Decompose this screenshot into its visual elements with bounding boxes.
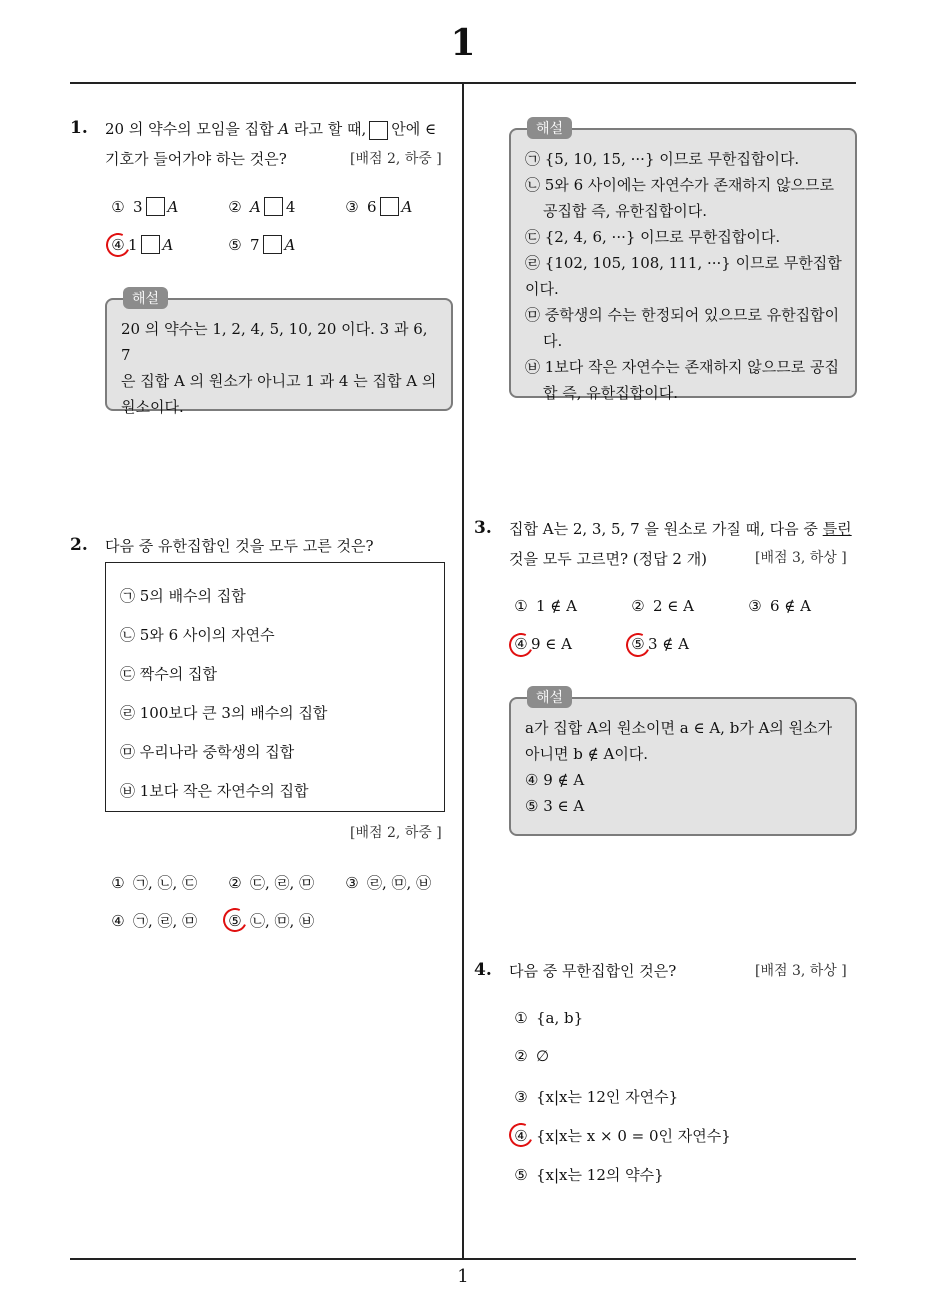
- q1-choice-5[interactable]: ⑤ 7 A: [228, 235, 296, 254]
- q4-choice-5[interactable]: ⑤ {x|x는 12의 약수}: [514, 1165, 664, 1184]
- question-4-text: 다음 중 무한집합인 것은?: [509, 962, 677, 980]
- footer-page-number: 1: [457, 1266, 469, 1287]
- solution-line: ④ 9 ∉ A: [525, 771, 585, 789]
- solution-line: ㉡ 5와 6 사이에는 자연수가 존재하지 않으므로: [525, 176, 835, 194]
- list-item: ㉥ 1보다 작은 자연수의 집합: [120, 782, 309, 800]
- q2-item-box: [105, 562, 445, 812]
- page-title-number: 1: [450, 22, 476, 64]
- list-item: ㉤ 우리나라 중학생의 집합: [120, 743, 295, 761]
- column-divider: [462, 83, 464, 1258]
- question-4-score: [배점 3, 하상 ]: [755, 963, 847, 979]
- solution-line: ㉢ {2, 4, 6, ···} 이므로 무한집합이다.: [525, 228, 781, 246]
- q1-choice-4[interactable]: ④ 1 A: [111, 235, 174, 254]
- q1-solution-box: [105, 291, 453, 416]
- q3-choice-1[interactable]: ① 1 ∉ A: [514, 597, 578, 615]
- q2-choice-3[interactable]: ③ ㉣, ㉤, ㉥: [345, 873, 432, 892]
- question-2-number: 2.: [70, 535, 88, 555]
- q1-line2: 기호가 들어가야 하는 것은?: [105, 150, 287, 168]
- q1-choice-3[interactable]: ③ 6 A: [345, 197, 413, 216]
- footer-rule: [70, 1258, 856, 1260]
- question-4-number: 4.: [474, 960, 492, 980]
- q1-choice-2[interactable]: ② A 4: [228, 197, 296, 216]
- q3-choice-5[interactable]: ⑤ 3 ∉ A: [631, 635, 690, 653]
- list-item: ㉡ 5와 6 사이의 자연수: [120, 626, 275, 644]
- q3-choice-4[interactable]: ④ 9 ∈ A: [514, 635, 573, 653]
- question-1-score: [배점 2, 하중 ]: [350, 151, 442, 167]
- blank-box: [369, 121, 388, 140]
- q3-choice-2[interactable]: ② 2 ∈ A: [631, 597, 695, 615]
- solution-tag: 해설: [527, 117, 572, 139]
- q1-line1: 20 의 약수의 모임을 집합 A 라고 할 때, 안에 ∈: [105, 120, 437, 138]
- solution-line: ㉠ {5, 10, 15, ···} 이므로 무한집합이다.: [525, 150, 800, 168]
- question-3-text: 집합 A는 2, 3, 5, 7 을 원소로 가질 때, 다음 중 틀린 것을 모두 고르면? (정답 2 개): [509, 520, 852, 568]
- solution-line: 다.: [543, 332, 563, 350]
- q2-choice-2[interactable]: ② ㉢, ㉣, ㉤: [228, 873, 315, 892]
- list-item: ㉠ 5의 배수의 집합: [120, 587, 246, 605]
- q2-choice-5[interactable]: ⑤ ㉡, ㉤, ㉥: [228, 911, 315, 930]
- q4-choice-1[interactable]: ① {a, b}: [514, 1009, 584, 1027]
- solution-tag: 해설: [123, 287, 168, 309]
- solution-line: 합 즉, 유한집합이다.: [543, 384, 678, 402]
- solution-line: 20 의 약수는 1, 2, 4, 5, 10, 20 이다. 3 과 6, 7: [121, 320, 428, 364]
- q2-choice-4[interactable]: ④ ㉠, ㉣, ㉤: [111, 911, 198, 930]
- solution-line: 은 집합 A 의 원소가 아니고 1 과 4 는 집합 A 의: [121, 372, 437, 390]
- solution-line: ⑤ 3 ∈ A: [525, 797, 585, 815]
- q3-solution-box: [509, 690, 857, 836]
- question-1-number: 1.: [70, 118, 88, 138]
- question-2-text: 다음 중 유한집합인 것을 모두 고른 것은?: [105, 537, 374, 555]
- solution-line: ㉤ 중학생의 수는 한정되어 있으므로 유한집합이: [525, 306, 840, 324]
- q2-choice-1[interactable]: ① ㉠, ㉡, ㉢: [111, 873, 198, 892]
- q4-choice-2[interactable]: ② ∅: [514, 1047, 550, 1065]
- question-2-score: [배점 2, 하중 ]: [350, 825, 442, 841]
- q2-solution-box: [509, 121, 857, 402]
- solution-line: 아니면 b ∉ A이다.: [525, 745, 649, 763]
- solution-line: ㉥ 1보다 작은 자연수는 존재하지 않으므로 공집: [525, 358, 839, 376]
- solution-line: 원소이다.: [121, 398, 184, 416]
- question-3-number: 3.: [474, 518, 492, 538]
- solution-line: 공집합 즉, 유한집합이다.: [543, 202, 707, 220]
- q4-choice-3[interactable]: ③ {x|x는 12인 자연수}: [514, 1087, 679, 1106]
- q4-choice-4[interactable]: ④ {x|x는 x × 0 = 0인 자연수}: [514, 1126, 731, 1145]
- underlined-word: 틀린: [822, 520, 852, 538]
- solution-line: a가 집합 A의 원소이면 a ∈ A, b가 A의 원소가: [525, 719, 833, 737]
- list-item: ㉢ 짝수의 집합: [120, 665, 217, 683]
- question-3-score: [배점 3, 하상 ]: [755, 550, 847, 566]
- list-item: ㉣ 100보다 큰 3의 배수의 집합: [120, 704, 328, 722]
- solution-line: ㉣ {102, 105, 108, 111, ···} 이므로 무한집합이다.: [525, 254, 842, 298]
- q3-choice-3[interactable]: ③ 6 ∉ A: [748, 597, 812, 615]
- q1-choice-1[interactable]: ① 3 A: [111, 197, 179, 216]
- solution-tag: 해설: [527, 686, 572, 708]
